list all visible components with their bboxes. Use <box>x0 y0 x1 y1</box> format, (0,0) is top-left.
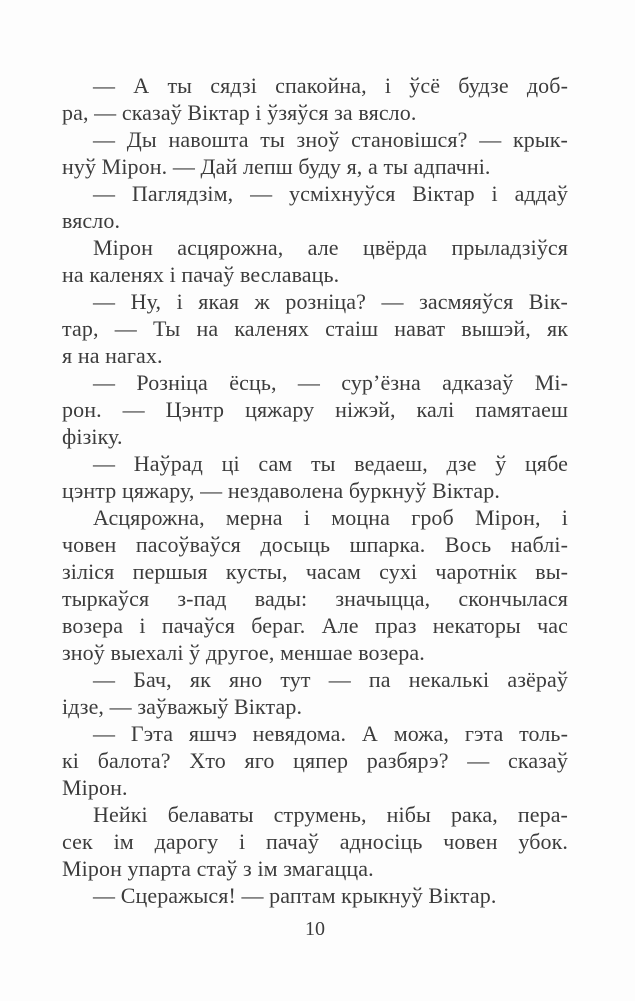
text-line: — Бач, як яно тут — па некалькі азёраў <box>93 667 568 692</box>
text-line: Мірон упарта стаў з ім змагацца. <box>62 856 374 881</box>
text-line: — Розніца ёсць, — сур’ёзна адказаў Мі- <box>93 370 568 395</box>
text-line: сек ім дарогу і пачаў адносіць човен убок. <box>62 829 568 854</box>
text-line: човен пасоўваўся досыць шпарка. Вось наблі- <box>62 532 568 557</box>
paragraph <box>62 180 568 234</box>
paragraph <box>62 369 568 450</box>
paragraph <box>62 666 568 720</box>
text-line: цэнтр цяжару, — нездаволена буркнуў Віктар. <box>62 478 500 503</box>
text-line: кі балота? Хто яго цяпер разбярэ? — сказаў <box>62 748 568 773</box>
text-line: Мірон асцярожна, але цвёрда прыладзіўся <box>93 235 568 260</box>
text-line: я на нагах. <box>62 343 163 368</box>
text-line: — А ты сядзі спакойна, і ўсё будзе доб- <box>93 73 568 98</box>
text-line: на каленях і пачаў веславаць. <box>62 262 340 287</box>
text-line: вясло. <box>62 208 121 233</box>
paragraph <box>62 72 568 126</box>
text-line: фізіку. <box>62 424 123 449</box>
text-line: ідзе, — заўважыў Віктар. <box>62 694 303 719</box>
paragraph <box>62 126 568 180</box>
text-line: зіліся першыя кусты, часам сухі чаротнік вы- <box>62 559 568 584</box>
text-line: Мірон. <box>62 775 128 800</box>
page-number: 10 <box>305 918 325 940</box>
text-line: — Ды навошта ты зноў становішся? — крык- <box>93 127 568 152</box>
text-line: тыркаўся з-пад вады: значыцца, скончылася <box>62 586 568 611</box>
text-line: — Паглядзім, — усміхнуўся Віктар і аддаў <box>93 181 568 206</box>
text-line: тар, — Ты на каленях стаіш нават вышэй, як <box>62 316 568 341</box>
text-line: ра, — сказаў Віктар і ўзяўся за вясло. <box>62 100 417 125</box>
text-line: Нейкі белаваты струмень, нібы рака, пера- <box>93 802 568 827</box>
text-line: — Сцеражыся! — раптам крыкнуў Віктар. <box>93 883 497 908</box>
paragraph <box>62 801 568 882</box>
paragraph <box>62 882 568 909</box>
text-line: — Гэта яшчэ невядома. А можа, гэта толь- <box>93 721 568 746</box>
paragraph <box>62 288 568 369</box>
paragraph <box>62 450 568 504</box>
paragraph <box>62 504 568 666</box>
text-line: — Ну, і якая ж розніца? — засмяяўся Вік- <box>93 289 568 314</box>
text-line: — Наўрад ці сам ты ведаеш, дзе ў цябе <box>93 451 568 476</box>
text-line: нуў Мірон. — Дай лепш буду я, а ты адпачні. <box>62 154 491 179</box>
paragraph <box>62 234 568 288</box>
text-line: рон. — Цэнтр цяжару ніжэй, калі памятаеш <box>62 397 568 422</box>
text-line: Асцярожна, мерна і моцна гроб Мірон, і <box>93 505 568 530</box>
page-text <box>62 72 568 909</box>
text-line: зноў выехалі ў другое, меншае возера. <box>62 640 425 665</box>
paragraph <box>62 720 568 801</box>
text-line: возера і пачаўся бераг. Але праз некаторы час <box>62 613 568 638</box>
